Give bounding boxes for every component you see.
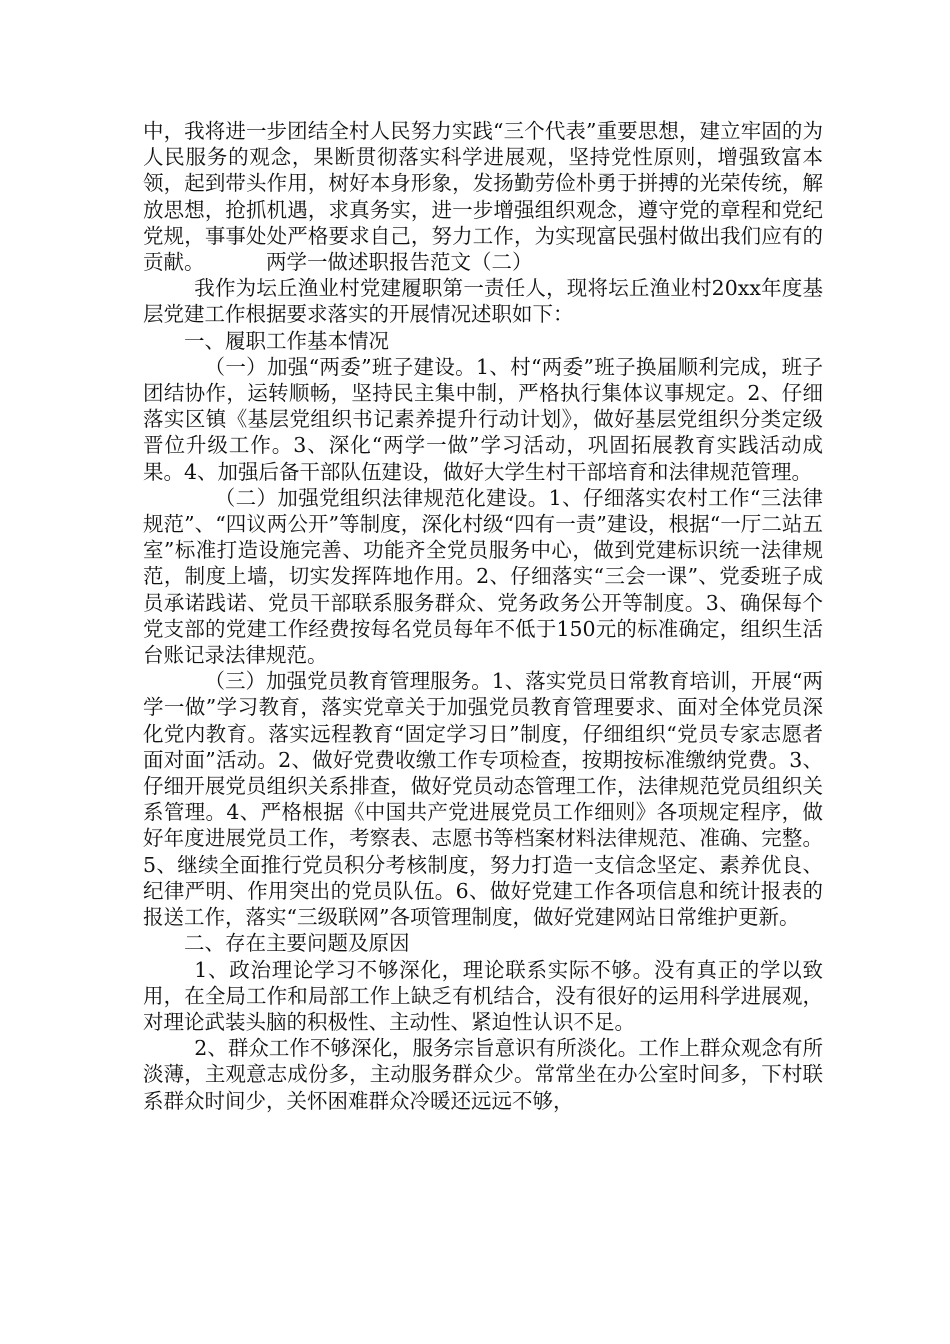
paragraph-item-3: （三）加强党员教育管理服务。1、落实党员日常教育培训，开展“两学一做”学习教育，落实党章关于加强党员教育管理要求、面对全体党员深化党内教育。落实远程教育“固定学习日”制度，仔细组织“党员专家志愿者面对面”活动。2、做好党费收缴工作专项检查，按期按标准缴纳党费。3、仔细开展党员组织关系排查，做好党员动态管理工作，法律规范党员组织关系管理。4、严格根据《中国共产党进展党员工作细则》各项规定程序，做好年度进展党员工作，考察表、志愿书等档案材料法律规范、准确、完整。5、继续全面推行党员积分考核制度，努力打造一支信念坚定、素养优良、纪律严明、作用突出的党员队伍。6、做好党建工作各项信息和统计报表的报送工作，落实“三级联网”各项管理制度，做好党建网站日常维护更新。: [143, 669, 823, 930]
paragraph-opening: 我作为坛丘渔业村党建履职第一责任人，现将坛丘渔业村20xx年度基层党建工作根据要求落实的开展情况述职如下：: [143, 276, 823, 327]
paragraph-issue-1: 1、政治理论学习不够深化，理论联系实际不够。没有真正的学以致用，在全局工作和局部工作上缺乏有机结合，没有很好的运用科学进展观，对理论武装头脑的积极性、主动性、紧迫性认识不足。: [143, 957, 823, 1034]
document-page: [143, 118, 823, 1114]
paragraph-issue-2: 2、群众工作不够深化，服务宗旨意识有所淡化。工作上群众观念有所淡薄，主观意志成份多，主动服务群众少。常常坐在办公室时间多，下村联系群众时间少，关怀困难群众冷暖还远远不够，: [143, 1036, 823, 1113]
section-heading-2: 二、存在主要问题及原因: [184, 931, 410, 956]
paragraph-intro: [143, 118, 823, 275]
paragraph-item-2: （二）加强党组织法律规范化建设。1、仔细落实农村工作“三法律规范”、“四议两公开”等制度，深化村级“四有一责”建设，根据“一厅二站五室”标准打造设施完善、功能齐全党员服务中心，做到党建标识统一法律规范，制度上墙，切实发挥阵地作用。2、仔细落实“三会一课”、党委班子成员承诺践诺、党员干部联系服务群众、党务政务公开等制度。3、确保每个党支部的党建工作经费按每名党员每年不低于150元的标准确定，组织生活台账记录法律规范。: [143, 485, 823, 668]
report-title: 两学一做述职报告范文（二）: [266, 250, 533, 275]
section-heading-1: 一、履职工作基本情况: [184, 328, 389, 353]
paragraph-item-1: （一）加强“两委”班子建设。1、村“两委”班子换届顺利完成，班子团结协作，运转顺畅，坚持民主集中制，严格执行集体议事规定。2、仔细落实区镇《基层党组织书记素养提升行动计划》，做好基层党组织分类定级晋位升级工作。3、深化“两学一做”学习活动，巩固拓展教育实践活动成果。4、加强后备干部队伍建设，做好大学生村干部培育和法律规范管理。: [143, 354, 823, 484]
paragraph-intro-text: 中，我将进一步团结全村人民努力实践“三个代表”重要思想，建立牢固的为人民服务的观念，果断贯彻落实科学进展观，坚持党性原则，增强致富本领，起到带头作用，树好本身形象，发扬勤劳俭朴勇于拼搏的光荣传统，解放思想，抢抓机遇，求真务实，进一步增强组织观念，遵守党的章程和党纪党规，事事处处严格要求自己，努力工作，为实现富民强村做出我们应有的贡献。: [143, 119, 823, 275]
